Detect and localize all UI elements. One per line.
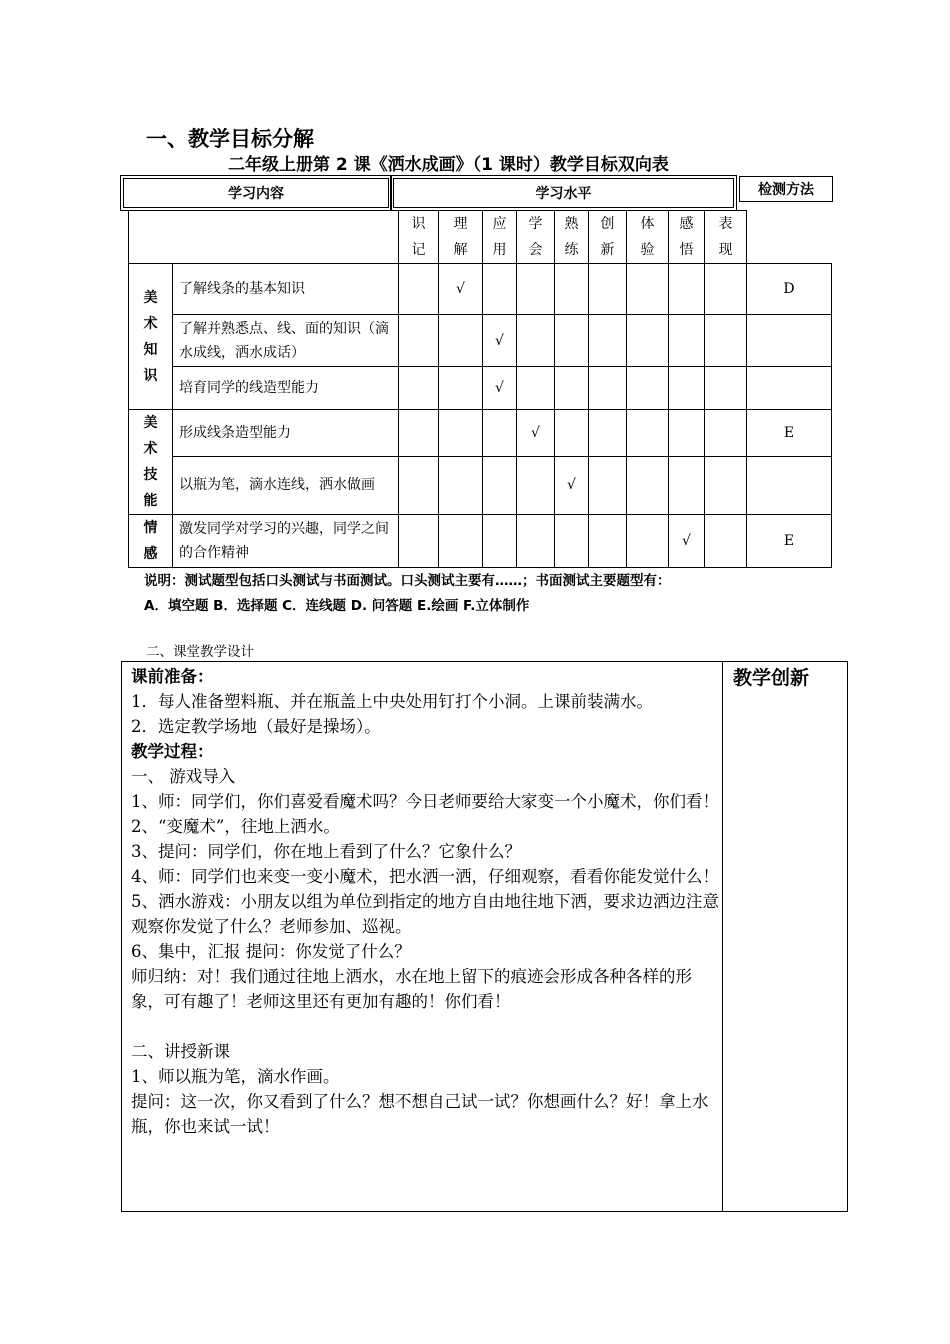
level-cell: 学 会	[517, 211, 555, 264]
method-cell	[747, 456, 832, 514]
section2-title: 二、课堂教学设计	[146, 644, 254, 660]
prep-title: 课前准备：	[131, 667, 214, 686]
table-row	[129, 456, 832, 514]
table-row	[129, 410, 832, 457]
step: 5、洒水游戏：小朋友以组为单位到指定的地方自由地往地下洒，要求边洒边注意观察你发觉了什么？老师参加、巡视。	[131, 892, 719, 936]
level-cell: 体 验	[627, 211, 669, 264]
header-method-label: 检测方法	[758, 182, 814, 198]
check-mark: √	[669, 515, 705, 568]
method-cell	[747, 367, 832, 410]
table-title: 二年级上册第 2 课《洒水成画》（1 课时）教学目标双向表	[228, 155, 669, 175]
category-knowledge: 美 术 知 识	[129, 264, 173, 410]
check-mark: √	[483, 367, 517, 410]
header-level	[390, 175, 737, 211]
level-cell: 应 用	[483, 211, 517, 264]
lesson-content	[131, 664, 719, 1139]
step: 6、集中，汇报 提问：你发觉了什么？	[131, 942, 411, 961]
table-row	[129, 315, 832, 367]
check-mark: √	[555, 456, 589, 514]
method-cell: E	[747, 515, 832, 568]
check-mark: √	[517, 410, 555, 457]
step: 提问：这一次，你又看到了什么？想不想自己试一试？你想画什么？好！拿上水瓶，你也来试一试！	[131, 1092, 709, 1136]
row-desc: 激发同学对学习的兴趣，同学之间的合作精神	[173, 515, 399, 568]
note-line-1: 说明：测试题型包括口头测试与书面测试。口头测试主要有……；书面测试主要题型有：	[144, 573, 671, 589]
note-line-2: A．填空题 B．选择题 C．连线题 D. 问答题 E.绘画 F.立体制作	[144, 598, 530, 614]
category-skill: 美 术 技 能	[129, 410, 173, 515]
blank-line	[131, 1014, 719, 1039]
process-title: 教学过程：	[131, 742, 214, 761]
row-desc: 形成线条造型能力	[173, 410, 399, 457]
header-content	[120, 175, 392, 211]
check-mark: √	[483, 315, 517, 367]
prep-item: 1．每人准备塑料瓶、并在瓶盖上中央处用钉打个小洞。上课前装满水。	[131, 692, 653, 711]
method-cell: D	[747, 264, 832, 315]
header-content-label: 学习内容	[228, 186, 284, 202]
objectives-table	[128, 210, 832, 568]
category-emotion: 情 感	[129, 515, 173, 568]
step: 4、师：同学们也来变一变小魔术，把水洒一洒，仔细观察，看看你能发觉什么！	[131, 867, 719, 886]
header-method	[739, 176, 833, 202]
level-cell: 创 新	[589, 211, 627, 264]
method-cell	[747, 315, 832, 367]
level-cell: 理 解	[439, 211, 483, 264]
part-title: 二、讲授新课	[131, 1042, 230, 1061]
row-desc: 了解并熟悉点、线、面的知识（滴水成线，洒水成话）	[173, 315, 399, 367]
levels-row	[129, 211, 832, 264]
part-title: 一、 游戏导入	[131, 767, 236, 786]
innovation-title: 教学创新	[733, 667, 810, 689]
header-level-label: 学习水平	[535, 186, 592, 202]
level-cell: 识 记	[399, 211, 439, 264]
step: 2、“变魔术”，往地上洒水。	[131, 817, 340, 836]
level-cell: 熟 练	[555, 211, 589, 264]
row-desc: 以瓶为笔，滴水连线，洒水做画	[173, 456, 399, 514]
empty-method-head	[747, 211, 832, 264]
step: 1、师以瓶为笔，滴水作画。	[131, 1067, 340, 1086]
table-row	[129, 367, 832, 410]
row-desc: 培育同学的线造型能力	[173, 367, 399, 410]
prep-item: 2．选定教学场地（最好是操场）。	[131, 717, 381, 736]
table-row	[129, 264, 832, 315]
level-cell: 表 现	[705, 211, 747, 264]
check-mark: √	[439, 264, 483, 315]
section-heading: 一、教学目标分解	[146, 127, 314, 151]
table-row	[129, 515, 832, 568]
method-cell: E	[747, 410, 832, 457]
empty-corner	[129, 211, 399, 264]
step: 3、提问：同学们，你在地上看到了什么？它象什么？	[131, 842, 521, 861]
step: 师归纳：对！我们通过往地上洒水，水在地上留下的痕迹会形成各种各样的形象，可有趣了！老师这里还有更加有趣的！你们看！	[131, 967, 692, 1011]
column-divider	[722, 661, 723, 1212]
level-cell: 感 悟	[669, 211, 705, 264]
row-desc: 了解线条的基本知识	[173, 264, 399, 315]
step: 1、师：同学们，你们喜爱看魔术吗？今日老师要给大家变一个小魔术，你们看！	[131, 792, 719, 811]
